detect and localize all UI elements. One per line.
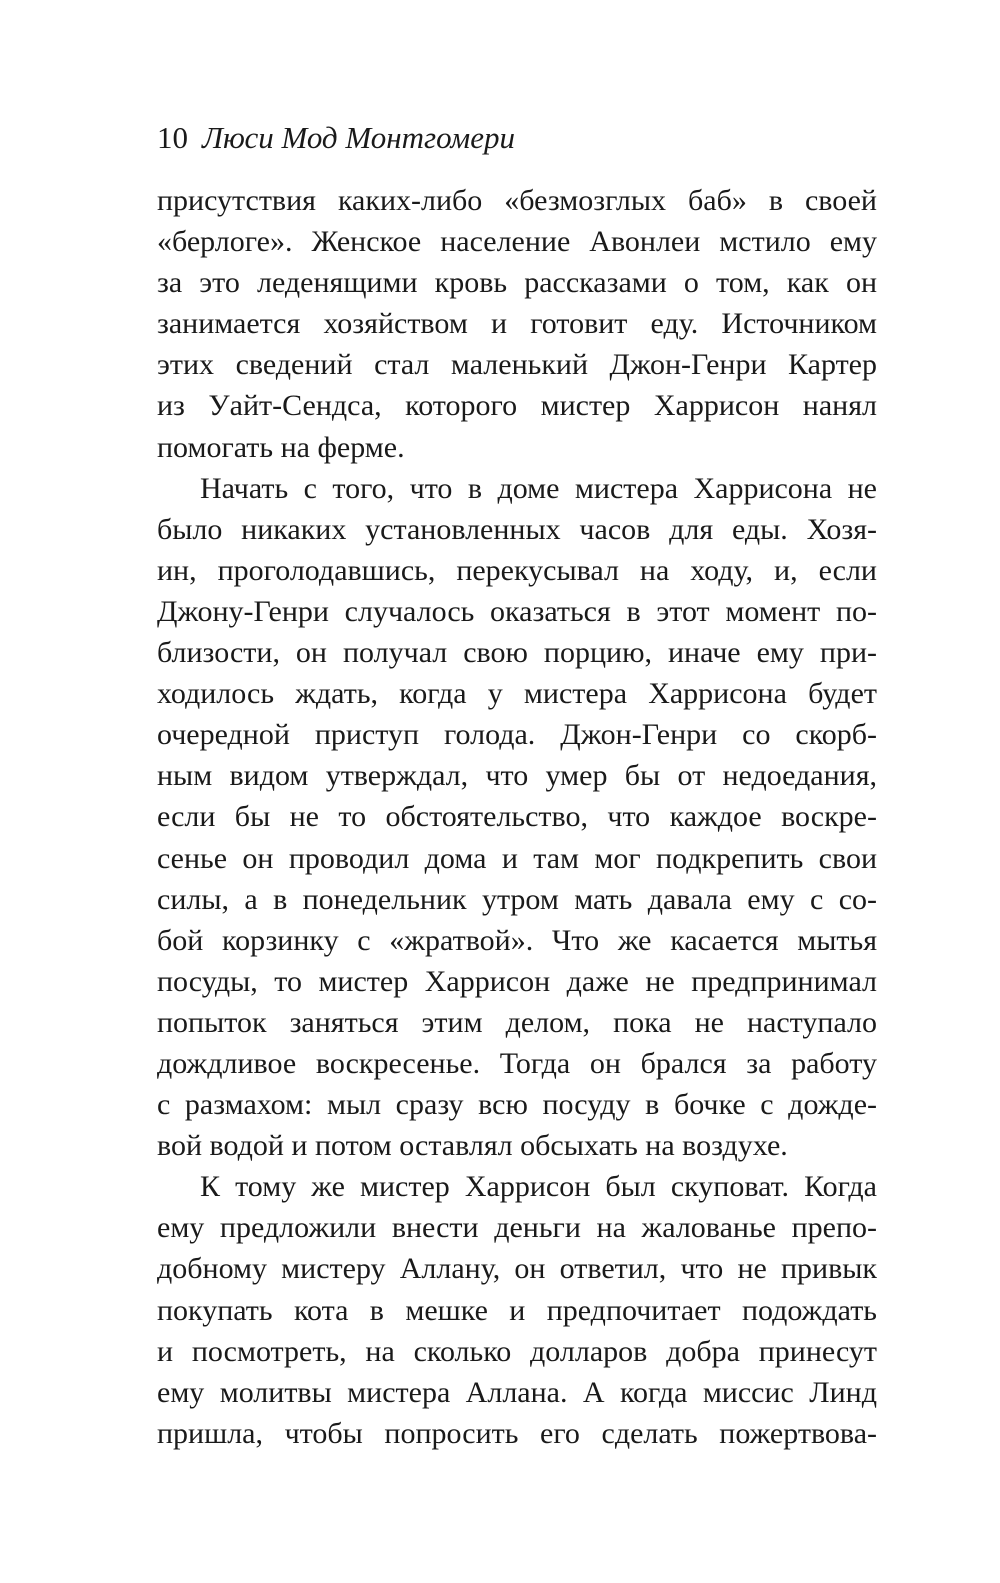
text-line: посуды, то мистер Харрисон даже не предпринимал bbox=[157, 964, 877, 998]
text-line: попыток заняться этим делом, пока не наступало bbox=[157, 1005, 877, 1039]
text-line: и посмотреть, на сколько долларов добра принесут bbox=[157, 1334, 877, 1368]
text-line: бой корзинку с «жратвой». Что же касается мытья bbox=[157, 923, 877, 957]
text-line: этих сведений стал маленький Джон-Генри Картер bbox=[157, 348, 877, 382]
text-line: помогать на ферме. bbox=[157, 430, 405, 464]
text-line: пришла, чтобы попросить его сделать пожертвова- bbox=[157, 1416, 877, 1450]
text-line: покупать кота в мешке и предпочитает подождать bbox=[157, 1293, 877, 1327]
text-line: Начать с того, что в доме мистера Харрисона не bbox=[200, 471, 877, 505]
text-line: Джону-Генри случалось оказаться в этот момент по- bbox=[157, 594, 877, 628]
text-line: «берлоге». Женское население Авонлеи мстило ему bbox=[157, 225, 877, 259]
text-line: ин, проголодавшись, перекусывал на ходу, и, если bbox=[157, 553, 877, 587]
text-line: сенье он проводил дома и там мог подкрепить свои bbox=[157, 841, 877, 875]
page-number: 10 bbox=[157, 120, 188, 155]
text-line: вой водой и потом оставлял обсыхать на воздухе. bbox=[157, 1129, 788, 1163]
text-line: присутствия каких-либо «безмозглых баб» в своей bbox=[157, 184, 877, 217]
text-line: ему предложили внести деньги на жалованье препо- bbox=[157, 1211, 877, 1245]
body-text bbox=[157, 180, 877, 1454]
text-line: из Уайт-Сендса, которого мистер Харрисон нанял bbox=[157, 389, 877, 423]
text-line: ему молитвы мистера Аллана. А когда миссис Линд bbox=[157, 1375, 877, 1409]
text-line: с размахом: мыл сразу всю посуду в бочке с дожде- bbox=[157, 1088, 877, 1122]
text-line: занимается хозяйством и готовит еду. Источником bbox=[157, 307, 877, 341]
text-line: очередной приступ голода. Джон-Генри со скорб- bbox=[157, 718, 877, 752]
text-line: ходилось ждать, когда у мистера Харрисона будет bbox=[157, 677, 877, 711]
running-head bbox=[157, 118, 515, 158]
text-line: ным видом утверждал, что умер бы от недоедания, bbox=[157, 759, 877, 793]
text-line: К тому же мистер Харрисон был скуповат. Когда bbox=[200, 1170, 877, 1204]
text-line: силы, а в понедельник утром мать давала ему с со- bbox=[157, 882, 877, 916]
text-line: если бы не то обстоятельство, что каждое воскре- bbox=[157, 800, 877, 834]
text-line: близости, он получал свою порцию, иначе ему при- bbox=[157, 636, 877, 670]
running-head-author: Люси Мод Монтгомери bbox=[202, 120, 515, 155]
text-line: добному мистеру Аллану, он ответил, что не привык bbox=[157, 1252, 877, 1286]
text-line: за это леденящими кровь рассказами о том, как он bbox=[157, 266, 877, 300]
text-line: было никаких установленных часов для еды. Хозя- bbox=[157, 512, 877, 546]
text-line: дождливое воскресенье. Тогда он брался за работу bbox=[157, 1046, 877, 1080]
